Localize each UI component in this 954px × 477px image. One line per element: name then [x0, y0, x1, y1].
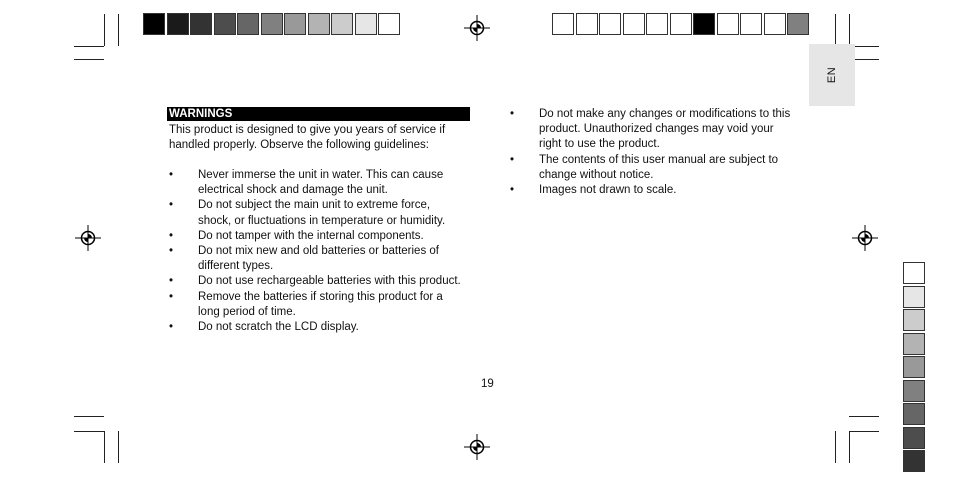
color-swatch [143, 13, 165, 35]
registration-mark-icon [852, 225, 878, 251]
language-tab [809, 44, 855, 106]
color-swatch [646, 13, 668, 35]
color-swatch [167, 13, 189, 35]
registration-mark-icon [464, 15, 490, 41]
color-swatch [787, 13, 809, 35]
color-swatch [740, 13, 762, 35]
list-item-text: Do not make any changes or modifications to this product. Unauthorized changes may void your right to use the product. [539, 108, 791, 151]
bullet-icon: • [169, 229, 174, 242]
color-swatch [378, 13, 400, 35]
color-swatch [903, 286, 925, 308]
bullet-icon: • [510, 153, 515, 166]
page-number: 19 [481, 378, 494, 390]
color-swatch [190, 13, 212, 35]
bullet-icon: • [169, 169, 174, 181]
list-item [169, 168, 465, 198]
list-item [169, 290, 465, 320]
warnings-heading: WARNINGS [167, 107, 470, 121]
color-swatch [599, 13, 621, 35]
bullet-icon: • [169, 275, 174, 288]
list-item [169, 274, 465, 289]
registration-color-bar [552, 13, 811, 35]
grayscale-vertical-bar [903, 262, 925, 474]
list-item [169, 244, 465, 274]
bullet-icon: • [169, 245, 174, 258]
color-swatch [552, 13, 574, 35]
list-item [510, 153, 796, 183]
warnings-intro: This product is designed to give you years of service if handled properly. Observe the following guidelines: [169, 124, 446, 152]
color-swatch [764, 13, 786, 35]
color-swatch [355, 13, 377, 35]
color-swatch [284, 13, 306, 35]
list-item-text: Do not mix new and old batteries or batteries of different types. [198, 245, 439, 273]
color-swatch [903, 309, 925, 331]
notices-list [510, 107, 796, 198]
list-item-text: Do not scratch the LCD display. [198, 321, 359, 334]
bullet-icon: • [169, 321, 174, 334]
registration-mark-icon [464, 434, 490, 460]
language-tab-label: EN [826, 66, 838, 84]
color-swatch [903, 403, 925, 425]
list-item-text: Never immerse the unit in water. This can cause electrical shock and damage the unit. [198, 169, 444, 197]
color-swatch [903, 450, 925, 472]
color-swatch [331, 13, 353, 35]
color-swatch [623, 13, 645, 35]
color-swatch [903, 427, 925, 449]
list-item-text: Do not use rechargeable batteries with this product. [198, 275, 461, 288]
bullet-icon: • [169, 199, 174, 212]
list-item [169, 198, 465, 228]
color-swatch [903, 333, 925, 355]
warnings-list [169, 168, 465, 335]
list-item [169, 229, 465, 244]
color-swatch [237, 13, 259, 35]
color-swatch [576, 13, 598, 35]
color-swatch [693, 13, 715, 35]
list-item-text: Remove the batteries if storing this product for a long period of time. [198, 290, 443, 318]
grayscale-color-bar [143, 13, 402, 35]
bullet-icon: • [510, 108, 515, 120]
list-item-text: Images not drawn to scale. [539, 184, 677, 197]
color-swatch [308, 13, 330, 35]
list-item [510, 183, 796, 198]
color-swatch [261, 13, 283, 35]
color-swatch [903, 262, 925, 284]
list-item-text: Do not subject the main unit to extreme force, shock, or fluctuations in temperature or humidity. [198, 199, 446, 227]
list-item [169, 320, 465, 335]
color-swatch [903, 380, 925, 402]
bullet-icon: • [510, 184, 515, 197]
list-item-text: Do not tamper with the internal components. [198, 229, 424, 242]
color-swatch [717, 13, 739, 35]
bullet-icon: • [169, 290, 174, 303]
color-swatch [903, 356, 925, 378]
registration-mark-icon [75, 225, 101, 251]
list-item [510, 107, 796, 153]
list-item-text: The contents of this user manual are subject to change without notice. [539, 153, 779, 181]
color-swatch [670, 13, 692, 35]
color-swatch [214, 13, 236, 35]
